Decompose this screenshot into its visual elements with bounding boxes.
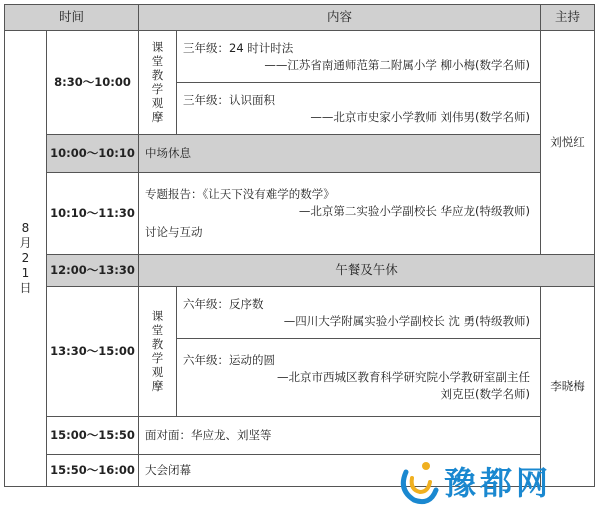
lesson-speaker: —北京市西城区教育科学研究院小学教研室副主任 — [277, 370, 531, 385]
lesson-cell — [177, 83, 541, 135]
date-cell — [5, 31, 47, 487]
lunch-cell: 午餐及午休 — [139, 255, 595, 287]
session-row — [5, 417, 595, 455]
lesson-speaker: ——江苏省南通师范第二附属小学 柳小梅(数学名师) — [264, 57, 531, 72]
header-time: 时间 — [5, 5, 139, 31]
session-row — [5, 287, 595, 339]
closing-cell: 大会闭幕 — [139, 455, 541, 487]
swirl-logo-icon — [396, 452, 444, 508]
lunch-row — [5, 255, 595, 287]
host-cell-morning: 刘悦红 — [541, 31, 595, 255]
header-content: 内容 — [139, 5, 541, 31]
time-cell: 8:30～10:00 — [47, 31, 139, 135]
report-title: 专题报告：《让天下没有难学的数学》 — [145, 187, 335, 202]
report-cell — [139, 173, 541, 255]
faceoff-cell: 面对面：华应龙、刘坚等 — [139, 417, 541, 455]
time-cell: 13:30～15:00 — [47, 287, 139, 417]
report-speaker: —北京第二实验小学副校长 华应龙(特级教师) — [298, 204, 531, 219]
header-host: 主持 — [541, 5, 595, 31]
header-row — [5, 5, 595, 31]
schedule-table — [4, 4, 595, 487]
lesson-title: 三年级：认识面积 — [183, 92, 276, 107]
time-cell: 15:50～16:00 — [47, 455, 139, 487]
host-cell-afternoon: 李晓梅 — [541, 287, 595, 487]
time-cell: 12:00～13:30 — [47, 255, 139, 287]
watermark-logo — [396, 452, 592, 508]
break-row — [5, 135, 595, 173]
date-label: 8月21日 — [19, 220, 32, 295]
lesson-title: 六年级：运动的圆 — [183, 353, 276, 368]
lesson-cell — [177, 339, 541, 417]
break-cell: 中场休息 — [139, 135, 541, 173]
time-cell: 15:00～15:50 — [47, 417, 139, 455]
lesson-cell — [177, 287, 541, 339]
session-row — [5, 31, 595, 83]
session-row — [5, 173, 595, 255]
lesson-cell — [177, 31, 541, 83]
observation-label-cell — [139, 31, 177, 135]
time-cell: 10:00～10:10 — [47, 135, 139, 173]
lesson-title: 六年级：反序数 — [183, 296, 264, 311]
observation-label: 课堂教学观摩 — [151, 39, 164, 124]
lesson-title: 三年级：24 时计时法 — [183, 40, 294, 55]
lesson-speaker: —四川大学附属实验小学副校长 沈 勇(特级教师) — [283, 313, 531, 328]
discussion-text: 讨论与互动 — [145, 224, 203, 239]
observation-label: 课堂教学观摩 — [151, 308, 164, 393]
watermark-text: 豫都网 — [444, 464, 553, 502]
lesson-speaker: ——北京市史家小学教师 刘伟男(数学名师) — [310, 109, 531, 124]
lesson-speaker-name: 刘克臣(数学名师) — [440, 386, 531, 401]
observation-label-cell — [139, 287, 177, 417]
time-cell: 10:10～11:30 — [47, 173, 139, 255]
